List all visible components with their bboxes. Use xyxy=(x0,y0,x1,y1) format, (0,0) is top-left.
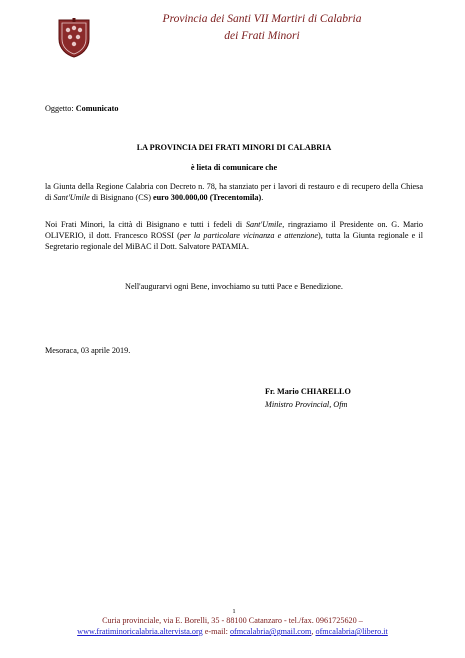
p1-text-5: . xyxy=(261,193,264,202)
p1-text-2: Sant'Umile xyxy=(53,193,90,202)
email-link-libero[interactable]: ofmcalabria@libero.it xyxy=(315,627,388,636)
signature-name: Fr. Mario CHIARELLO xyxy=(265,387,351,396)
p2-text-3: , ringraziamo il Presidente on. G. Mario OLIVERIO, il dott. Francesco ROSSI ( xyxy=(45,220,423,240)
p2-text-1: Noi Frati Minori, la città di Bisignano e tutti i fedeli di xyxy=(45,220,246,229)
footer-contacts xyxy=(30,627,435,636)
email-label: e-mail: xyxy=(202,627,230,636)
announcement-subtitle: è lieta di comunicare che xyxy=(190,163,278,172)
page-number: 1 xyxy=(232,608,236,615)
date-line: Mesoraca, 03 aprile 2019. xyxy=(45,346,131,355)
header-subtitle: dei Frati Minori xyxy=(224,30,300,42)
subject-label: Oggetto: xyxy=(45,104,76,113)
email-separator: , xyxy=(311,627,316,636)
p2-text-2: Sant'Umile xyxy=(245,220,283,229)
paragraph-blessing: Nell'augurarvi ogni Bene, invochiamo su tutti Pace e Benedizione. xyxy=(125,282,343,291)
paragraph-thanks xyxy=(45,219,423,252)
p1-text-3: di Bisignano (CS) xyxy=(89,193,153,202)
website-link[interactable]: www.fratiminoricalabria.altervista.org xyxy=(77,627,203,636)
announcement-title: LA PROVINCIA DEI FRATI MINORI DI CALABRIA xyxy=(136,143,332,152)
signature-role: Ministro Provincial, Ofm xyxy=(265,400,348,409)
p2-text-4: per la particolare vicinanza e attenzione xyxy=(179,231,319,240)
p2-text-5: ), tutta la Giunta regionale e il Segretario regionale del MiBAC il Dott. Salvatore PATAMIA. xyxy=(45,231,423,251)
footer-address: Curia provinciale, via E. Borelli, 35 - 88100 Catanzaro - tel./fax. 0961725620 – xyxy=(102,616,363,625)
header-title: Provincia dei Santi VII Martiri di Calabria xyxy=(162,13,362,25)
paragraph-decree xyxy=(45,181,423,203)
province-seal-icon xyxy=(57,17,91,58)
email-link-gmail[interactable]: ofmcalabria@gmail.com xyxy=(229,627,312,636)
subject-value: Comunicato xyxy=(75,104,119,113)
p1-text-1: la Giunta della Regione Calabria con Decreto n. 78, ha stanziato per i lavori di restauro e di recupero della Chiesa di xyxy=(45,182,423,202)
p1-amount: euro 300.000,00 (Trecentomila) xyxy=(152,193,262,202)
subject-line xyxy=(45,103,118,114)
